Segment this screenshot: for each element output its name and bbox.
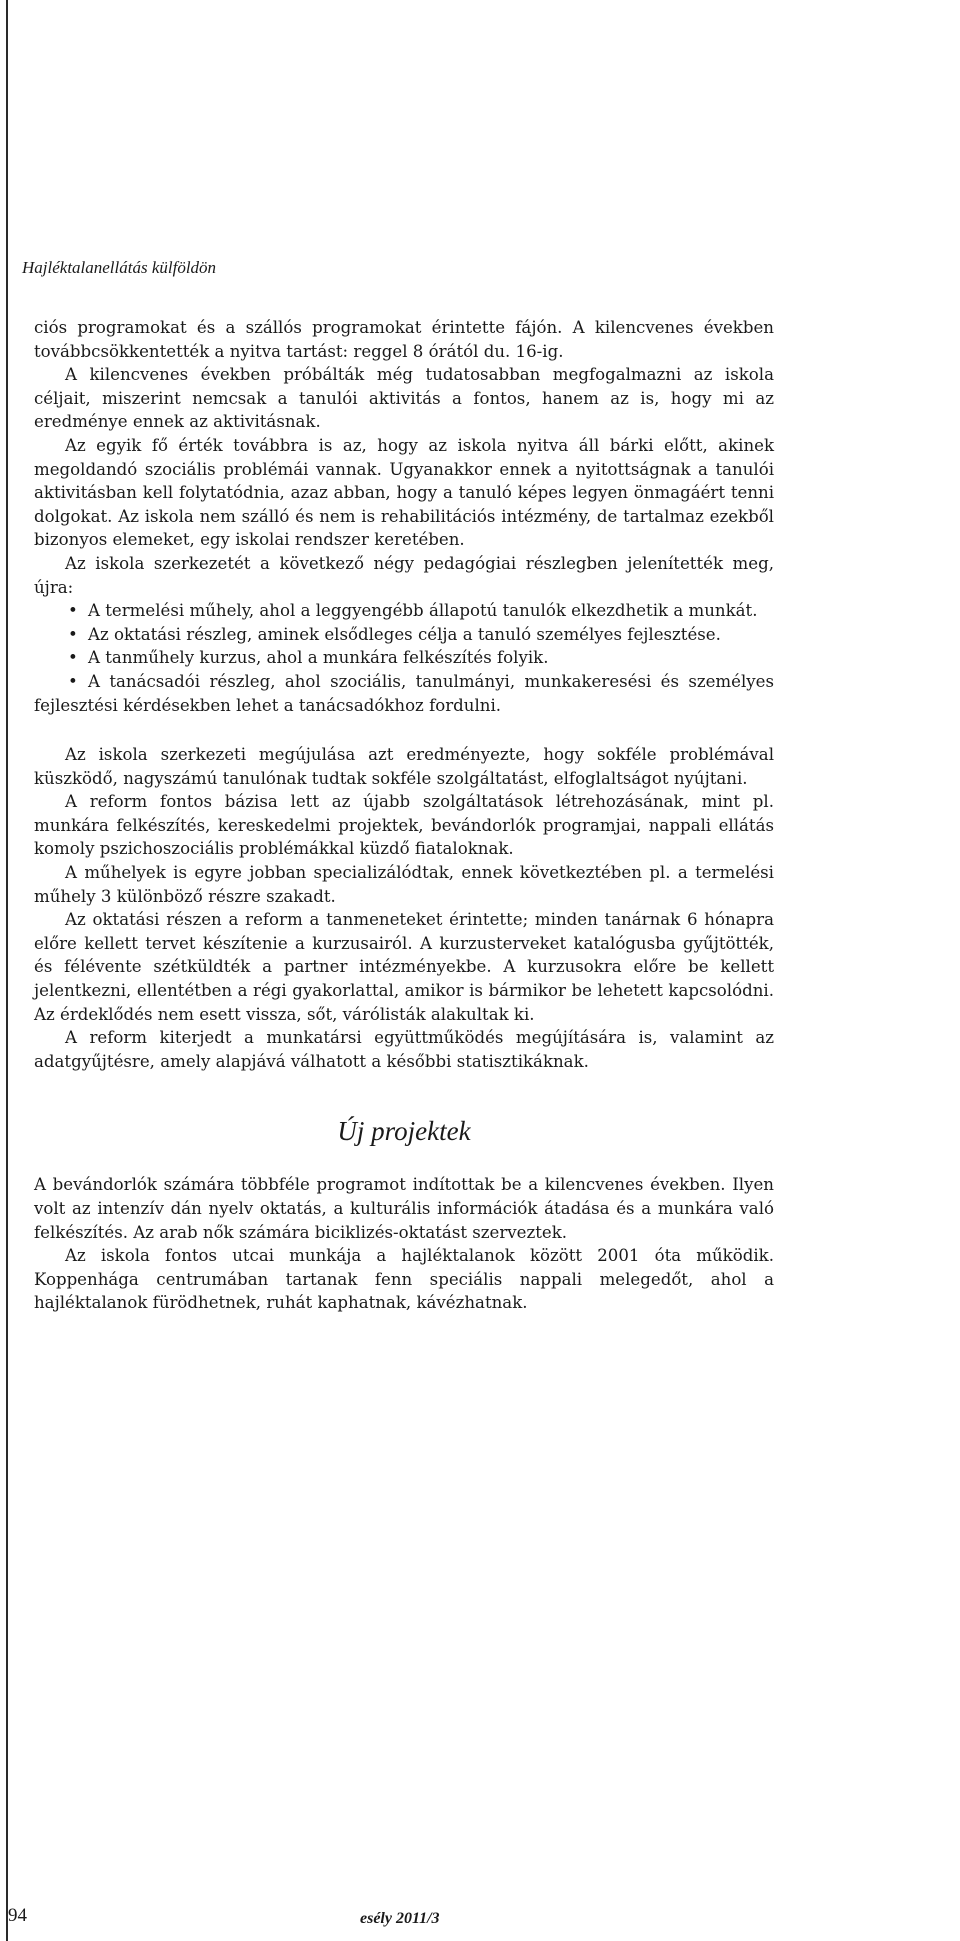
bullet-icon: • xyxy=(68,648,78,668)
paragraph: Az oktatási részen a reform a tanmeneteket érintette; minden tanárnak 6 hónapra előre kellett tervet készítenie a kurzusairól. A kurzusterveket katalógusba gyűjtötték, és félévente szétküldték a partner intézményekbe. A kurzusokra előre be kellett jelentkezni, ellentétben a régi gyakorlattal, amikor is bármikor be lehetett kapcsolódni. Az érdeklődés nem esett vissza, sőt, várólisták alakultak ki. xyxy=(34,910,774,1024)
section-gap xyxy=(34,717,774,743)
paragraph: A műhelyek is egyre jobban specializálódtak, ennek következtében pl. a termelési műhely 3 különböző részre szakadt. xyxy=(34,863,774,906)
margin-rule xyxy=(6,0,8,1941)
article-body xyxy=(34,316,774,1315)
paragraph: Az egyik fő érték továbbra is az, hogy az iskola nyitva áll bárki előtt, akinek megoldandó szociális problémái vannak. Ugyanakkor ennek a nyitottságnak a tanulói aktivitásban kell folytatódnia, azaz abban, hogy a tanuló képes legyen önmagáért tenni dolgokat. Az iskola nem szálló és nem is rehabilitációs intézmény, de tartalmaz ezekből bizonyos elemeket, egy iskolai rendszer keretében. xyxy=(34,435,774,550)
list-item-text: Az oktatási részleg, aminek elsődleges célja a tanuló személyes fejlesztése. xyxy=(88,624,721,644)
paragraph: A kilencvenes években próbálták még tudatosabban megfogalmazni az iskola céljait, miszerint nemcsak a tanulói aktivitás a fontos, hanem az is, hogy mi az eredménye ennek az aktivitásnak. xyxy=(34,365,774,432)
paragraph: ciós programokat és a szállós programokat érintette fájón. A kilencvenes években továbbcsökkentették a nyitva tartást: reggel 8 órától du. 16-ig. xyxy=(34,318,774,361)
bullet-icon: • xyxy=(68,601,78,621)
paragraph: Az iskola fontos utcai munkája a hajléktalanok között 2001 óta működik. Koppenhága centrumában tartanak fenn speciális nappali melegedőt, ahol a hajléktalanok fürödhetnek, ruhát kaphatnak, kávézhatnak. xyxy=(34,1246,774,1313)
paragraph: Az iskola szerkezetét a következő négy pedagógiai részlegben jelenítették meg, újra: xyxy=(34,553,774,597)
paragraph: A bevándorlók számára többféle programot indítottak be a kilencvenes években. Ilyen volt az intenzív dán nyelv oktatás, a kulturális információk átadása és a munkára való felkészítés. Az arab nők számára biciklizés-oktatást szerveztek. xyxy=(34,1175,774,1242)
paragraph: A reform fontos bázisa lett az újabb szolgáltatások létrehozásának, mint pl. munkára felkészítés, kereskedelmi projektek, bevándorlók programjai, nappali ellátás komoly pszichoszociális problémákkal küzdő fiataloknak. xyxy=(34,792,774,859)
list-item xyxy=(34,623,774,647)
bullet-icon: • xyxy=(68,671,78,691)
list-item xyxy=(34,670,774,717)
list-item xyxy=(34,646,774,670)
bullet-icon: • xyxy=(68,624,78,644)
paragraph: A reform kiterjedt a munkatársi együttműködés megújítására is, valamint az adatgyűjtésre, amely alapjává válhatott a későbbi statisztikáknak. xyxy=(34,1028,774,1071)
page-number: 94 xyxy=(8,1905,27,1926)
list-item xyxy=(34,599,774,623)
list-item-text: A termelési műhely, ahol a leggyengébb állapotú tanulók elkezdhetik a munkát. xyxy=(88,601,758,621)
list-item-text: A tanácsadói részleg, ahol szociális, tanulmányi, munkakeresési és személyes fejlesztési kérdésekben lehet a tanácsadókhoz fordulni. xyxy=(34,671,774,715)
paragraph: Az iskola szerkezeti megújulása azt eredményezte, hogy sokféle problémával küszködő, nagyszámú tanulónak tudtak sokféle szolgáltatást, elfoglaltságot nyújtani. xyxy=(34,745,774,788)
section-heading: Új projektek xyxy=(337,1116,471,1147)
running-header: Hajléktalanellátás külföldön xyxy=(22,258,217,277)
list-item-text: A tanműhely kurzus, ahol a munkára felkészítés folyik. xyxy=(88,648,549,668)
journal-footer: esély 2011/3 xyxy=(360,1910,440,1927)
